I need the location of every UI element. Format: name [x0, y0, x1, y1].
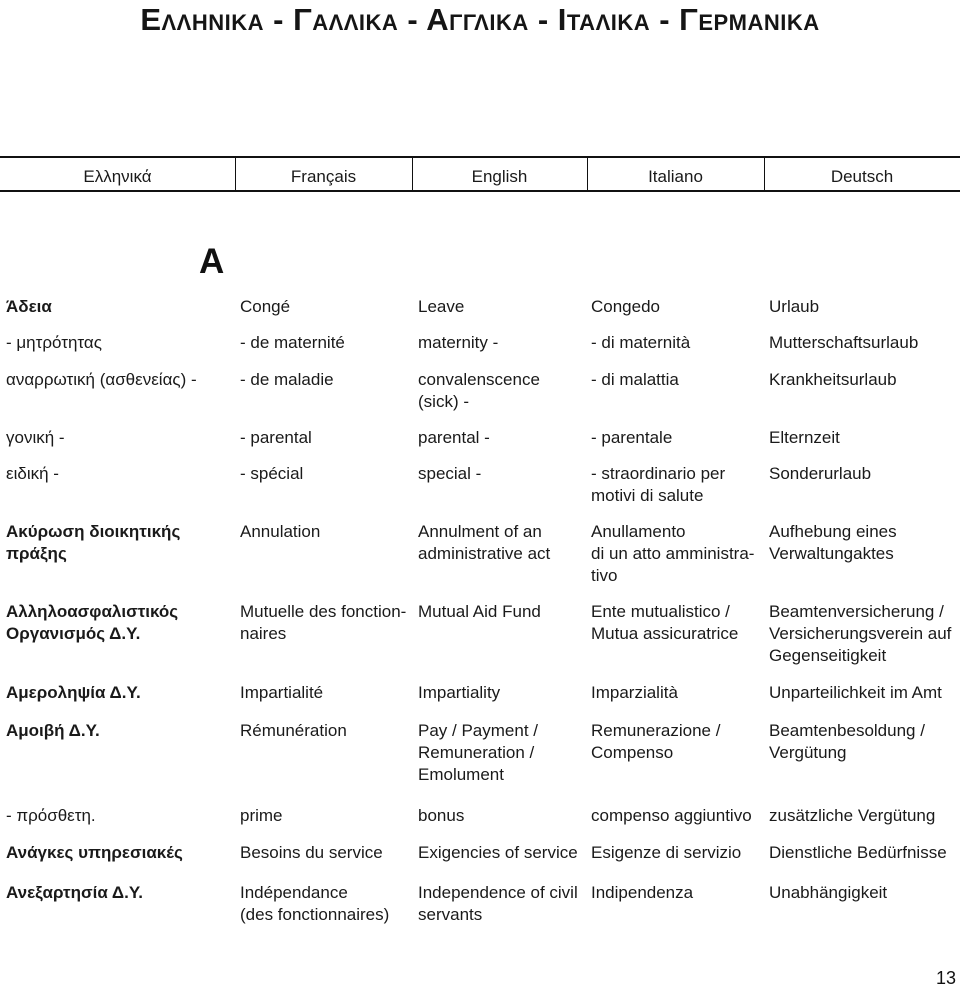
german-term: Sonderurlaub: [769, 464, 872, 483]
german-term: Mutterschaftsurlaub: [769, 333, 919, 352]
column-header-greek: Ελληνικά: [83, 167, 152, 186]
french-term: - de maladie: [240, 370, 334, 389]
english-term: parental -: [418, 428, 490, 447]
french-term: Besoins du service: [240, 843, 383, 862]
french-term: prime: [240, 806, 283, 825]
english-term: Pay / Payment / Remuneration / Emolument: [418, 721, 538, 784]
german-term: Urlaub: [769, 297, 820, 316]
english-term: Leave: [418, 297, 465, 316]
column-header-english: English: [471, 167, 528, 186]
page-number: 13: [935, 968, 956, 988]
column-header-french: Français: [290, 167, 357, 186]
header-top-rule: [0, 156, 960, 158]
italian-term: Esigenze di servizio: [591, 843, 742, 862]
italian-term: compenso aggiuntivo: [591, 806, 752, 825]
french-term: Congé: [240, 297, 291, 316]
column-header-italian: Italiano: [648, 167, 703, 186]
french-term: Mutuelle des fonction- naires: [240, 602, 407, 643]
italian-term: - straordinario per motivi di salute: [591, 464, 726, 505]
greek-term: - μητρότητας: [6, 333, 102, 352]
english-term: Annulment of an administrative act: [418, 522, 551, 563]
english-term: special -: [418, 464, 482, 483]
italian-term: Indipendenza: [591, 883, 694, 902]
german-term: Krankheitsurlaub: [769, 370, 897, 389]
greek-term: Ανεξαρτησία Δ.Υ.: [6, 883, 144, 902]
section-letter: A: [199, 242, 225, 281]
italian-term: Ente mutualistico / Mutua assicuratrice: [591, 602, 739, 643]
greek-term: Ακύρωση διοικητικής πράξης: [6, 522, 181, 563]
german-term: Elternzeit: [769, 428, 840, 447]
french-term: - parental: [240, 428, 312, 447]
column-header-row: [0, 165, 960, 189]
french-term: - spécial: [240, 464, 304, 483]
greek-term: ειδική -: [6, 464, 59, 483]
greek-term: Ανάγκες υπηρεσιακές: [6, 843, 183, 862]
page-title: Ελληνικα - Γαλλικα - Αγγλικα - Ιταλικα - Γερμανικα: [140, 2, 820, 37]
greek-term: Αλληλοασφαλιστικός Οργανισμός Δ.Υ.: [6, 602, 179, 643]
italian-term: - di malattia: [591, 370, 679, 389]
french-term: Rémunération: [240, 721, 347, 740]
french-term: Impartialité: [240, 683, 324, 702]
column-header-german: Deutsch: [830, 167, 894, 186]
greek-term: γονική -: [6, 428, 65, 447]
italian-term: Imparzialità: [591, 683, 678, 702]
greek-term: Αμεροληψία Δ.Υ.: [6, 683, 141, 702]
french-term: Annulation: [240, 522, 321, 541]
german-term: zusätzliche Vergütung: [769, 806, 936, 825]
italian-term: Anullamento di un atto amministra- tivo: [591, 522, 755, 585]
english-term: Impartiality: [418, 683, 501, 702]
italian-term: Remunerazione / Compenso: [591, 721, 721, 762]
english-term: Independence of civil servants: [418, 883, 578, 924]
english-term: convalenscence (sick) -: [418, 370, 540, 411]
header-bottom-rule: [0, 190, 960, 192]
english-term: Exigencies of service: [418, 843, 578, 862]
greek-term: Αμοιβή Δ.Υ.: [6, 721, 100, 740]
greek-term: Άδεια: [6, 297, 52, 316]
english-term: maternity -: [418, 333, 499, 352]
german-term: Unparteilichkeit im Amt: [769, 683, 942, 702]
english-term: bonus: [418, 806, 465, 825]
german-term: Aufhebung eines Verwaltungaktes: [769, 522, 897, 563]
french-term: Indépendance (des fonctionnaires): [240, 883, 390, 924]
italian-term: Congedo: [591, 297, 661, 316]
german-term: Unabhängigkeit: [769, 883, 888, 902]
german-term: Beamtenbesoldung / Vergütung: [769, 721, 925, 762]
german-term: Dienstliche Bedürfnisse: [769, 843, 947, 862]
french-term: - de maternité: [240, 333, 345, 352]
greek-term: - πρόσθετη.: [6, 806, 96, 825]
italian-term: - di maternità: [591, 333, 691, 352]
greek-term: αναρρωτική (ασθενείας) -: [6, 370, 197, 389]
italian-term: - parentale: [591, 428, 673, 447]
german-term: Beamtenversicherung / Versicherungsverein auf Gegenseitigkeit: [769, 602, 952, 665]
english-term: Mutual Aid Fund: [418, 602, 541, 621]
